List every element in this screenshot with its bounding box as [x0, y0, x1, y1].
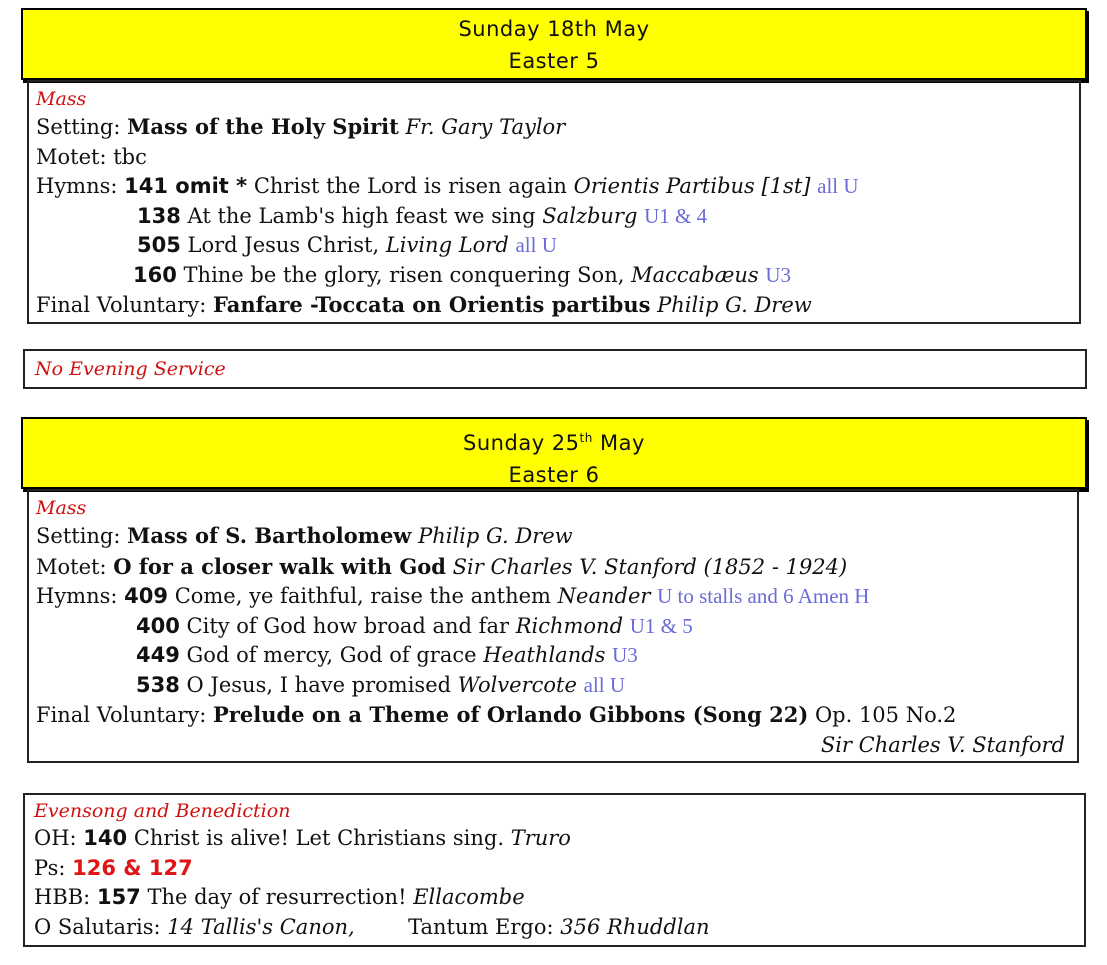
setting-line: [36, 521, 1077, 552]
hymn-tune: Richmond: [515, 613, 624, 638]
voluntary-opus: Op. 105 No.2: [814, 703, 957, 727]
voluntary-title: Prelude on a Theme of Orlando Gibbons (Song 22): [213, 702, 809, 727]
hymn-tune: Neander: [557, 584, 651, 608]
week1-mass-box: [27, 80, 1081, 324]
hymn-text: Thine be the glory, risen conquering Son,: [183, 262, 625, 287]
voluntary-composer-line: [36, 731, 1077, 761]
section-title-mass: Mass: [36, 497, 87, 519]
hbb-label: HBB:: [34, 885, 91, 909]
setting-title: Mass of the Holy Spirit: [127, 114, 399, 139]
motet-label: Motet:: [36, 554, 107, 579]
hymn-row: [36, 641, 1077, 671]
hymn-row: [36, 202, 1079, 232]
week1-date: Sunday 18th May: [458, 17, 650, 41]
hymn-row: [36, 612, 1077, 642]
ps-label: Ps:: [34, 855, 66, 880]
week1-feast: Easter 5: [508, 49, 600, 73]
hymn-row: [36, 231, 1079, 261]
hymn-text: Lord Jesus Christ,: [187, 233, 380, 257]
oh-number: 140: [83, 826, 128, 850]
hymn-note: U1 & 5: [629, 613, 693, 638]
psalms-line: [34, 854, 1084, 884]
hymn-tune: Heathlands: [483, 643, 606, 667]
voluntary-composer: Sir Charles V. Stanford: [820, 732, 1065, 757]
hymn-note: U1 & 4: [644, 203, 708, 228]
office-hymn-line: [34, 824, 1084, 854]
setting-label: Setting:: [36, 524, 121, 548]
motet-line: [36, 552, 1077, 583]
benediction-line: [34, 913, 1084, 943]
hbb-tune: Ellacombe: [413, 885, 525, 909]
hymn-number: 138: [137, 203, 181, 228]
hymn-number: 141 omit *: [124, 174, 248, 198]
voluntary-label: Final Voluntary:: [36, 703, 207, 727]
hymn-note: U3: [765, 262, 792, 287]
week1-evening-box: [23, 349, 1087, 389]
week2-date-suffix: th: [579, 431, 593, 445]
hymn-tune: Salzburg: [542, 203, 638, 228]
hymn-number: 400: [136, 613, 180, 638]
voluntary-label: Final Voluntary:: [36, 293, 207, 317]
voluntary-line: [36, 290, 1079, 321]
week2-mass-box: [27, 489, 1079, 763]
hymn-text: O Jesus, I have promised: [186, 672, 452, 697]
setting-label: Setting:: [36, 115, 121, 139]
week2-date-main: Sunday 25: [463, 431, 580, 455]
week1-header: [21, 8, 1087, 80]
os-value: 14 Tallis's Canon,: [167, 914, 355, 939]
oh-text: Christ is alive! Let Christians sing.: [133, 826, 504, 850]
hymn-number: 409: [124, 584, 168, 608]
hymn-tune: Wolvercote: [457, 672, 577, 697]
oh-tune: Truro: [510, 826, 571, 850]
week2-date-month: May: [592, 431, 645, 455]
te-value: 356 Rhuddlan: [560, 914, 710, 939]
hbb-text: The day of resurrection!: [147, 885, 407, 909]
evening-service-note: No Evening Service: [35, 358, 226, 380]
hymn-note: all U: [583, 672, 625, 697]
hymn-tune: Orientis Partibus [1st]: [573, 174, 811, 198]
hymn-note: U to stalls and 6 Amen H: [657, 584, 870, 608]
setting-composer: Philip G. Drew: [418, 524, 573, 548]
week2-evensong-box: [23, 793, 1086, 947]
hymn-row: [36, 172, 1079, 202]
ps-value: 126 & 127: [72, 855, 193, 880]
week2-header: [21, 417, 1087, 489]
section-title-evensong: Evensong and Benediction: [34, 800, 291, 822]
hymn-note: all U: [515, 233, 557, 257]
hymn-tune: Living Lord: [385, 233, 509, 257]
setting-title: Mass of S. Bartholomew: [127, 523, 412, 548]
hymns-label: Hymns:: [36, 174, 118, 198]
hymn-note: all U: [817, 174, 859, 198]
hymn-row: [36, 261, 1079, 291]
hymn-text: God of mercy, God of grace: [186, 643, 477, 667]
os-label: O Salutaris:: [34, 914, 161, 939]
hymn-text: Christ the Lord is risen again: [253, 174, 567, 198]
hymns-label: Hymns:: [36, 584, 118, 608]
motet-composer: Sir Charles V. Stanford (1852 - 1924): [452, 554, 848, 579]
hymn-text: City of God how broad and far: [186, 613, 509, 638]
motet-value: tbc: [113, 144, 147, 169]
hymn-row: [36, 582, 1077, 612]
hymn-number: 449: [136, 643, 180, 667]
hymn-text: Come, ye faithful, raise the anthem: [174, 584, 551, 608]
motet-label: Motet:: [36, 144, 107, 169]
voluntary-title: Fanfare -Toccata on Orientis partibus: [213, 292, 651, 317]
hymn-text: At the Lamb's high feast we sing: [187, 203, 536, 228]
hymn-number: 160: [133, 262, 177, 287]
week2-date: [23, 422, 1085, 459]
hymn-row: [36, 671, 1077, 701]
oh-label: OH:: [34, 826, 77, 850]
motet-title: O for a closer walk with God: [113, 553, 446, 579]
hymn-number: 505: [137, 233, 181, 257]
hbb-number: 157: [96, 885, 141, 909]
hymn-number: 538: [136, 672, 180, 697]
hymn-note: U3: [612, 643, 638, 667]
setting-line: [36, 112, 1079, 143]
setting-composer: Fr. Gary Taylor: [405, 115, 566, 139]
voluntary-line: [36, 700, 1077, 731]
motet-line: [36, 143, 1079, 173]
voluntary-composer: Philip G. Drew: [657, 293, 812, 317]
hymn-tune: Maccabæus: [631, 262, 759, 287]
te-label: Tantum Ergo:: [408, 914, 554, 939]
section-title-mass: Mass: [36, 88, 87, 110]
hbb-line: [34, 883, 1084, 913]
week2-feast: Easter 6: [508, 463, 600, 487]
